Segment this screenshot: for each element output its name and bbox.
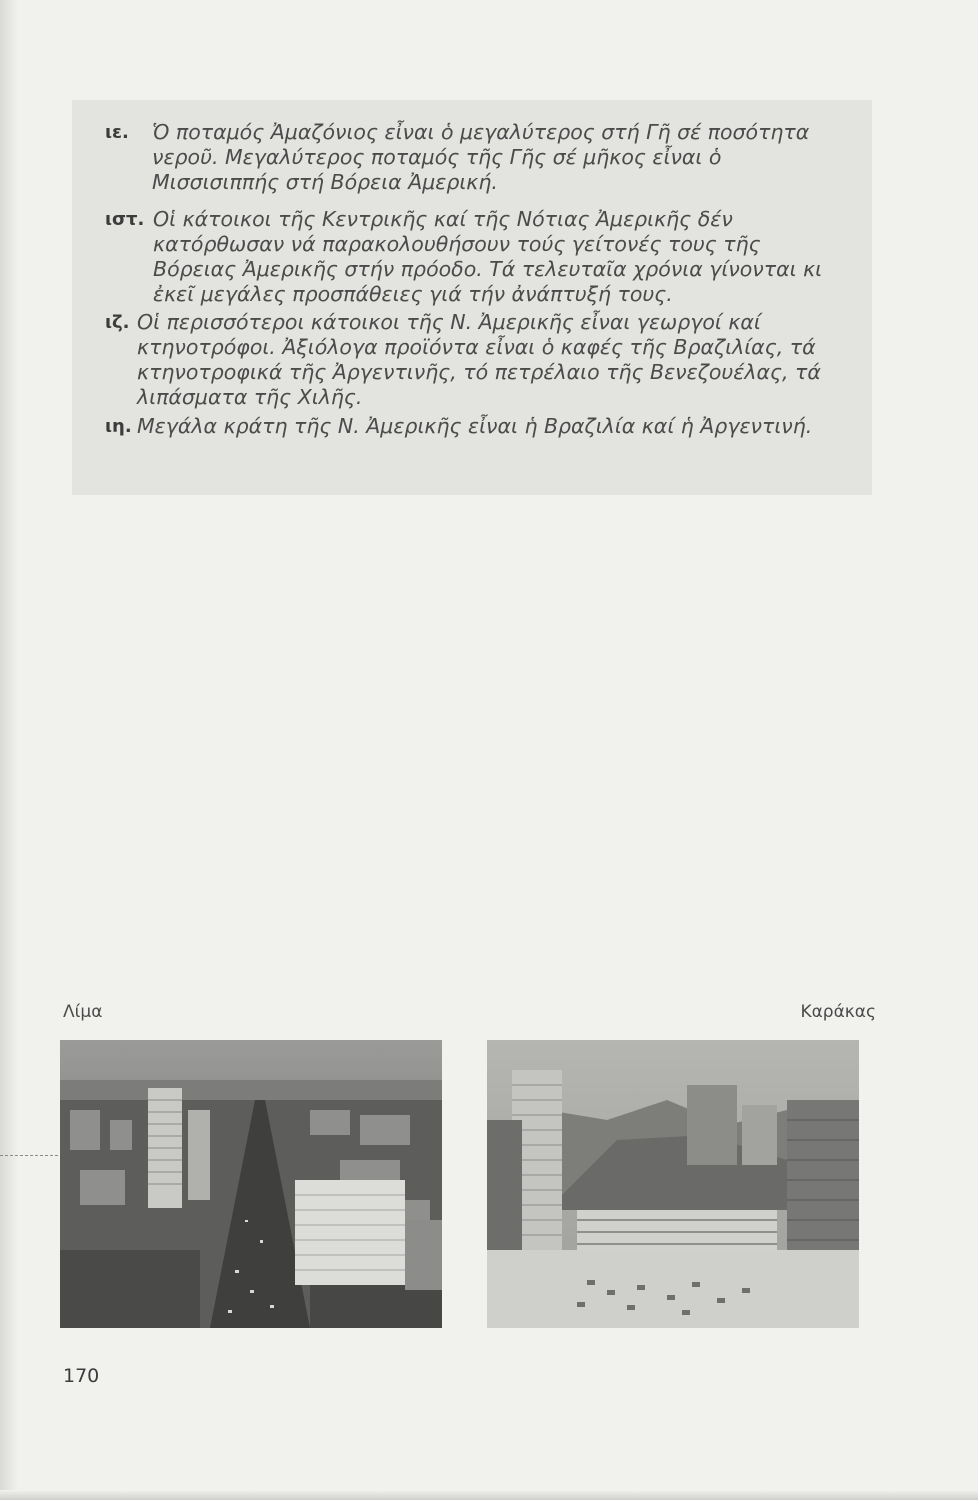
margin-dash-mark <box>0 1155 58 1156</box>
photo-caption-caracas: Καράκας <box>800 1002 876 1022</box>
item-number: ιη. <box>105 416 132 437</box>
photo-lima <box>60 1040 442 1328</box>
item-text: Οἱ κάτοικοι τῆς Κεντρικῆς καί τῆς Νότιας Ἀμερικῆς δέν κατόρθωσαν νά παρακολουθήσουν τούς γείτονές τους τῆς Βόρειας Ἀμερικῆς στήν πρόοδο. Τά τελευταῖα χρόνια γίνονται κι ἐκεῖ μεγάλες προσπάθειες γιά τήν ἀνάπτυξή τους. <box>153 207 823 306</box>
page-bottom-shadow <box>0 1490 978 1500</box>
item-number: ιστ. <box>105 209 145 230</box>
summary-item-15 <box>105 120 845 195</box>
page-edge-shadow <box>0 0 18 1500</box>
item-number: ιε. <box>105 122 129 143</box>
page-number: 170 <box>63 1365 100 1387</box>
photo-caracas <box>487 1040 859 1328</box>
summary-item-18 <box>105 414 845 439</box>
item-text: Μεγάλα κράτη τῆς Ν. Ἀμερικῆς εἶναι ἡ Βραζιλία καί ἡ Ἀργεντινή. <box>137 414 813 438</box>
item-text: Οἱ περισσότεροι κάτοικοι τῆς Ν. Ἀμερικῆς εἶναι γεωργοί καί κτηνοτρόφοι. Ἀξιόλογα προϊόντα εἶναι ὁ καφές τῆς Βραζιλίας, τά κτηνοτροφικά τῆς Ἀργεντινῆς, τό πετρέλαιο τῆς Βενεζουέλας, τά λιπάσματα τῆς Χιλῆς. <box>137 310 821 409</box>
summary-item-16 <box>105 207 845 307</box>
item-text: Ὁ ποταμός Ἀμαζόνιος εἶναι ὁ μεγαλύτερος στή Γῆ σέ ποσότητα νεροῦ. Μεγαλύτερος ποταμός τῆς Γῆς σέ μῆκος εἶναι ὁ Μισσισιππής στή Βόρεια Ἀμερική. <box>152 120 810 194</box>
photo-caption-lima: Λίμα <box>63 1002 103 1022</box>
item-number: ιζ. <box>105 312 130 333</box>
summary-item-17 <box>105 310 845 410</box>
